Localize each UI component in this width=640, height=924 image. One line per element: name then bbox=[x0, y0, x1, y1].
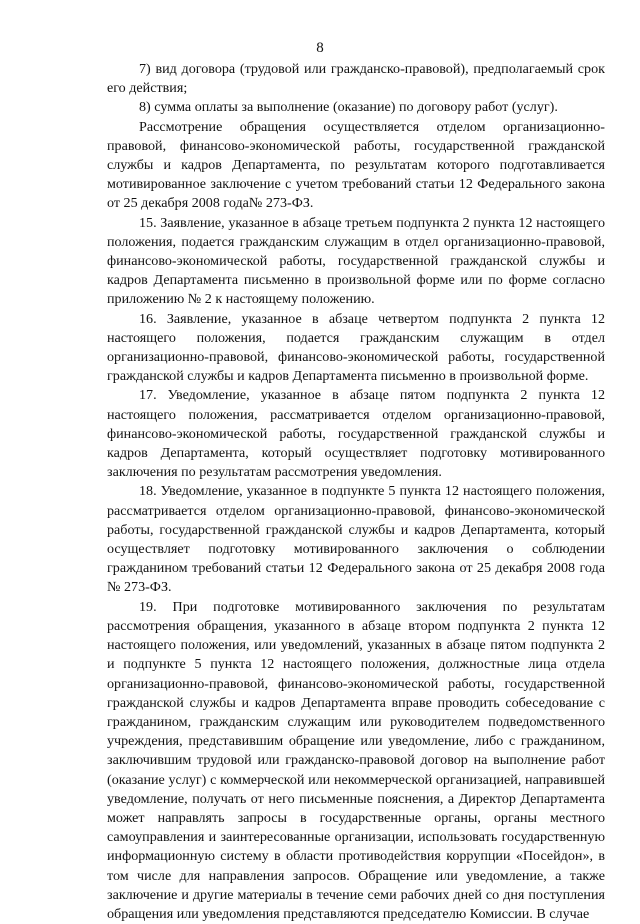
document-body bbox=[107, 60, 605, 924]
paragraph-clause-18: 18. Уведомление, указанное в подпункте 5 пункта 12 настоящего положения, рассматривается отделом организационно-правовой, финансово-экономической работы, государственной гражданской службы и кадров Департамента, который осуществляет подготовку мотивированного заключения о соблюдении гражданином требований статьи 12 Федерального закона от 25 декабря 2008 года № 273-ФЗ. bbox=[107, 483, 605, 596]
paragraph-item-8: 8) сумма оплаты за выполнение (оказание) по договору работ (услуг). bbox=[139, 99, 558, 116]
page-number: 8 bbox=[316, 40, 324, 56]
paragraph-clause-15: 15. Заявление, указанное в абзаце третьем подпункта 2 пункта 12 настоящего положения, подается гражданским служащим в отдел организационно-правовой, финансово-экономической работы, государственной гражданской службы и кадров Департамента письменно в произвольной форме или по форме согласно приложению № 2 к настоящему положению. bbox=[107, 214, 605, 308]
paragraph-clause-16: 16. Заявление, указанное в абзаце четвертом подпункта 2 пункта 12 настоящего положения, подается гражданским служащим в отдел организационно-правовой, финансово-экономической работы, государственной гражданской службы и кадров Департамента письменно в произвольной форме. bbox=[107, 310, 605, 385]
paragraph-item-7: 7) вид договора (трудовой или гражданско-правовой), предполагаемый срок его действия; bbox=[107, 61, 605, 97]
paragraph-clause-17: 17. Уведомление, указанное в абзаце пятом подпункта 2 пункта 12 настоящего положения, рассматривается отделом организационно-правовой, финансово-экономической работы, государственной гражданской службы и кадров Департамента, который осуществляет подготовку мотивированного заключения по результатам рассмотрения уведомления. bbox=[107, 387, 605, 481]
paragraph-review-procedure: Рассмотрение обращения осуществляется отделом организационно-правовой, финансово-экономической работы, государственной гражданской службы и кадров Департамента, по результатам которого подготавливается мотивированное заключение с учетом требований статьи 12 Федерального закона от 25 декабря 2008 года№ 273-ФЗ. bbox=[107, 118, 605, 212]
paragraph-clause-19: 19. При подготовке мотивированного заключения по результатам рассмотрения обращения, указанного в абзаце втором подпункта 2 пункта 12 настоящего положения, или уведомлений, указанных в абзаце пятом подпункта 2 и подпункте 5 пункта 12 настоящего положения, должностные лица отдела организационно-правовой, финансово-экономической работы, государственной гражданской службы и кадров Департамента вправе проводить собеседование с гражданином, гражданским служащим или руководителем подведомственного учреждения, представившим обращение или уведомление, либо с гражданином, заключившим трудовой или гражданско-правовой договор на выполнение работ (оказание услуг) с коммерческой или некоммерческой организацией, направившей уведомление, получать от него письменные пояснения, а Директор Департамента может направлять запросы в государственные органы, органы местного самоуправления и заинтересованные организации, использовать государственную информационную систему в области противодействия коррупции «Посейдон», в том числе для направления запросов. Обращение или уведомление, а также заключение и другие материалы в течение семи рабочих дней со дня поступления обращения или уведомления представляются председателю Комиссии. В случае bbox=[107, 598, 605, 922]
